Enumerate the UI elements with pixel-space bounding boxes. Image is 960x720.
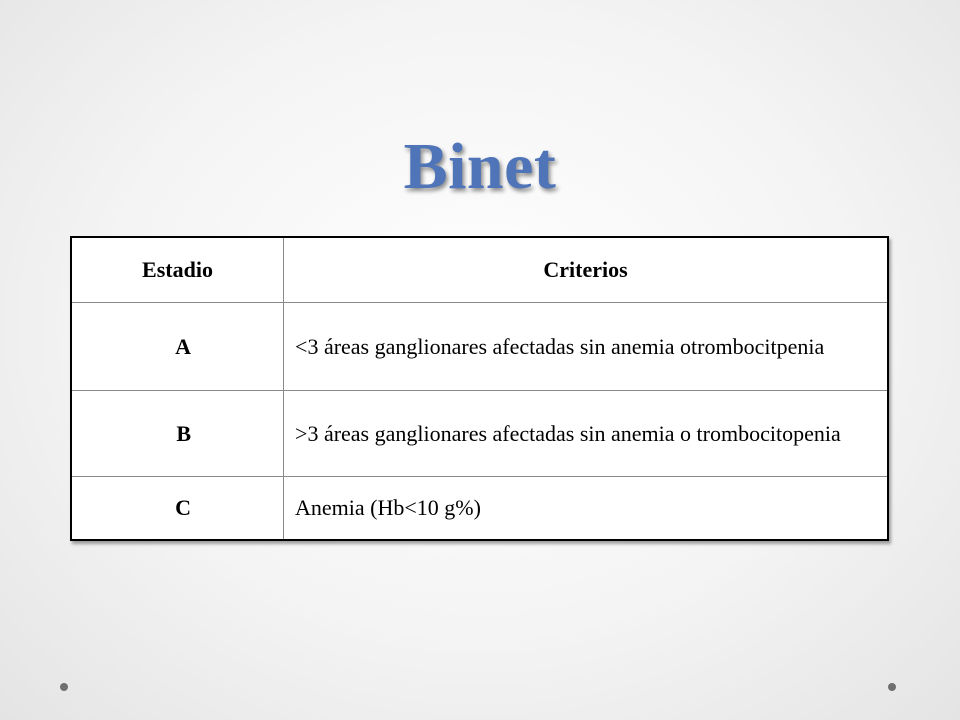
stage-label: A — [175, 333, 192, 359]
stage-cell — [71, 391, 284, 477]
table-row — [71, 477, 888, 541]
stage-label: B — [176, 420, 192, 446]
stage-cell — [71, 303, 284, 391]
criteria-cell: Anemia (Hb<10 g%) — [284, 477, 888, 541]
header-stage: Estadio — [71, 237, 284, 303]
table-row — [71, 303, 888, 391]
binet-staging-table — [70, 236, 889, 541]
header-criteria: Criterios — [284, 237, 888, 303]
criteria-cell: >3 áreas ganglionares afectadas sin anemia o trombocitopenia — [284, 391, 888, 477]
next-slide-dot[interactable] — [888, 683, 896, 691]
table-row — [71, 391, 888, 477]
table-header-row — [71, 237, 888, 303]
criteria-cell: <3 áreas ganglionares afectadas sin anemia otrombocitpenia — [284, 303, 888, 391]
stage-cell — [71, 477, 284, 541]
slide-title: Binet — [403, 130, 557, 203]
previous-slide-dot[interactable] — [60, 683, 68, 691]
stage-label: C — [175, 495, 192, 520]
